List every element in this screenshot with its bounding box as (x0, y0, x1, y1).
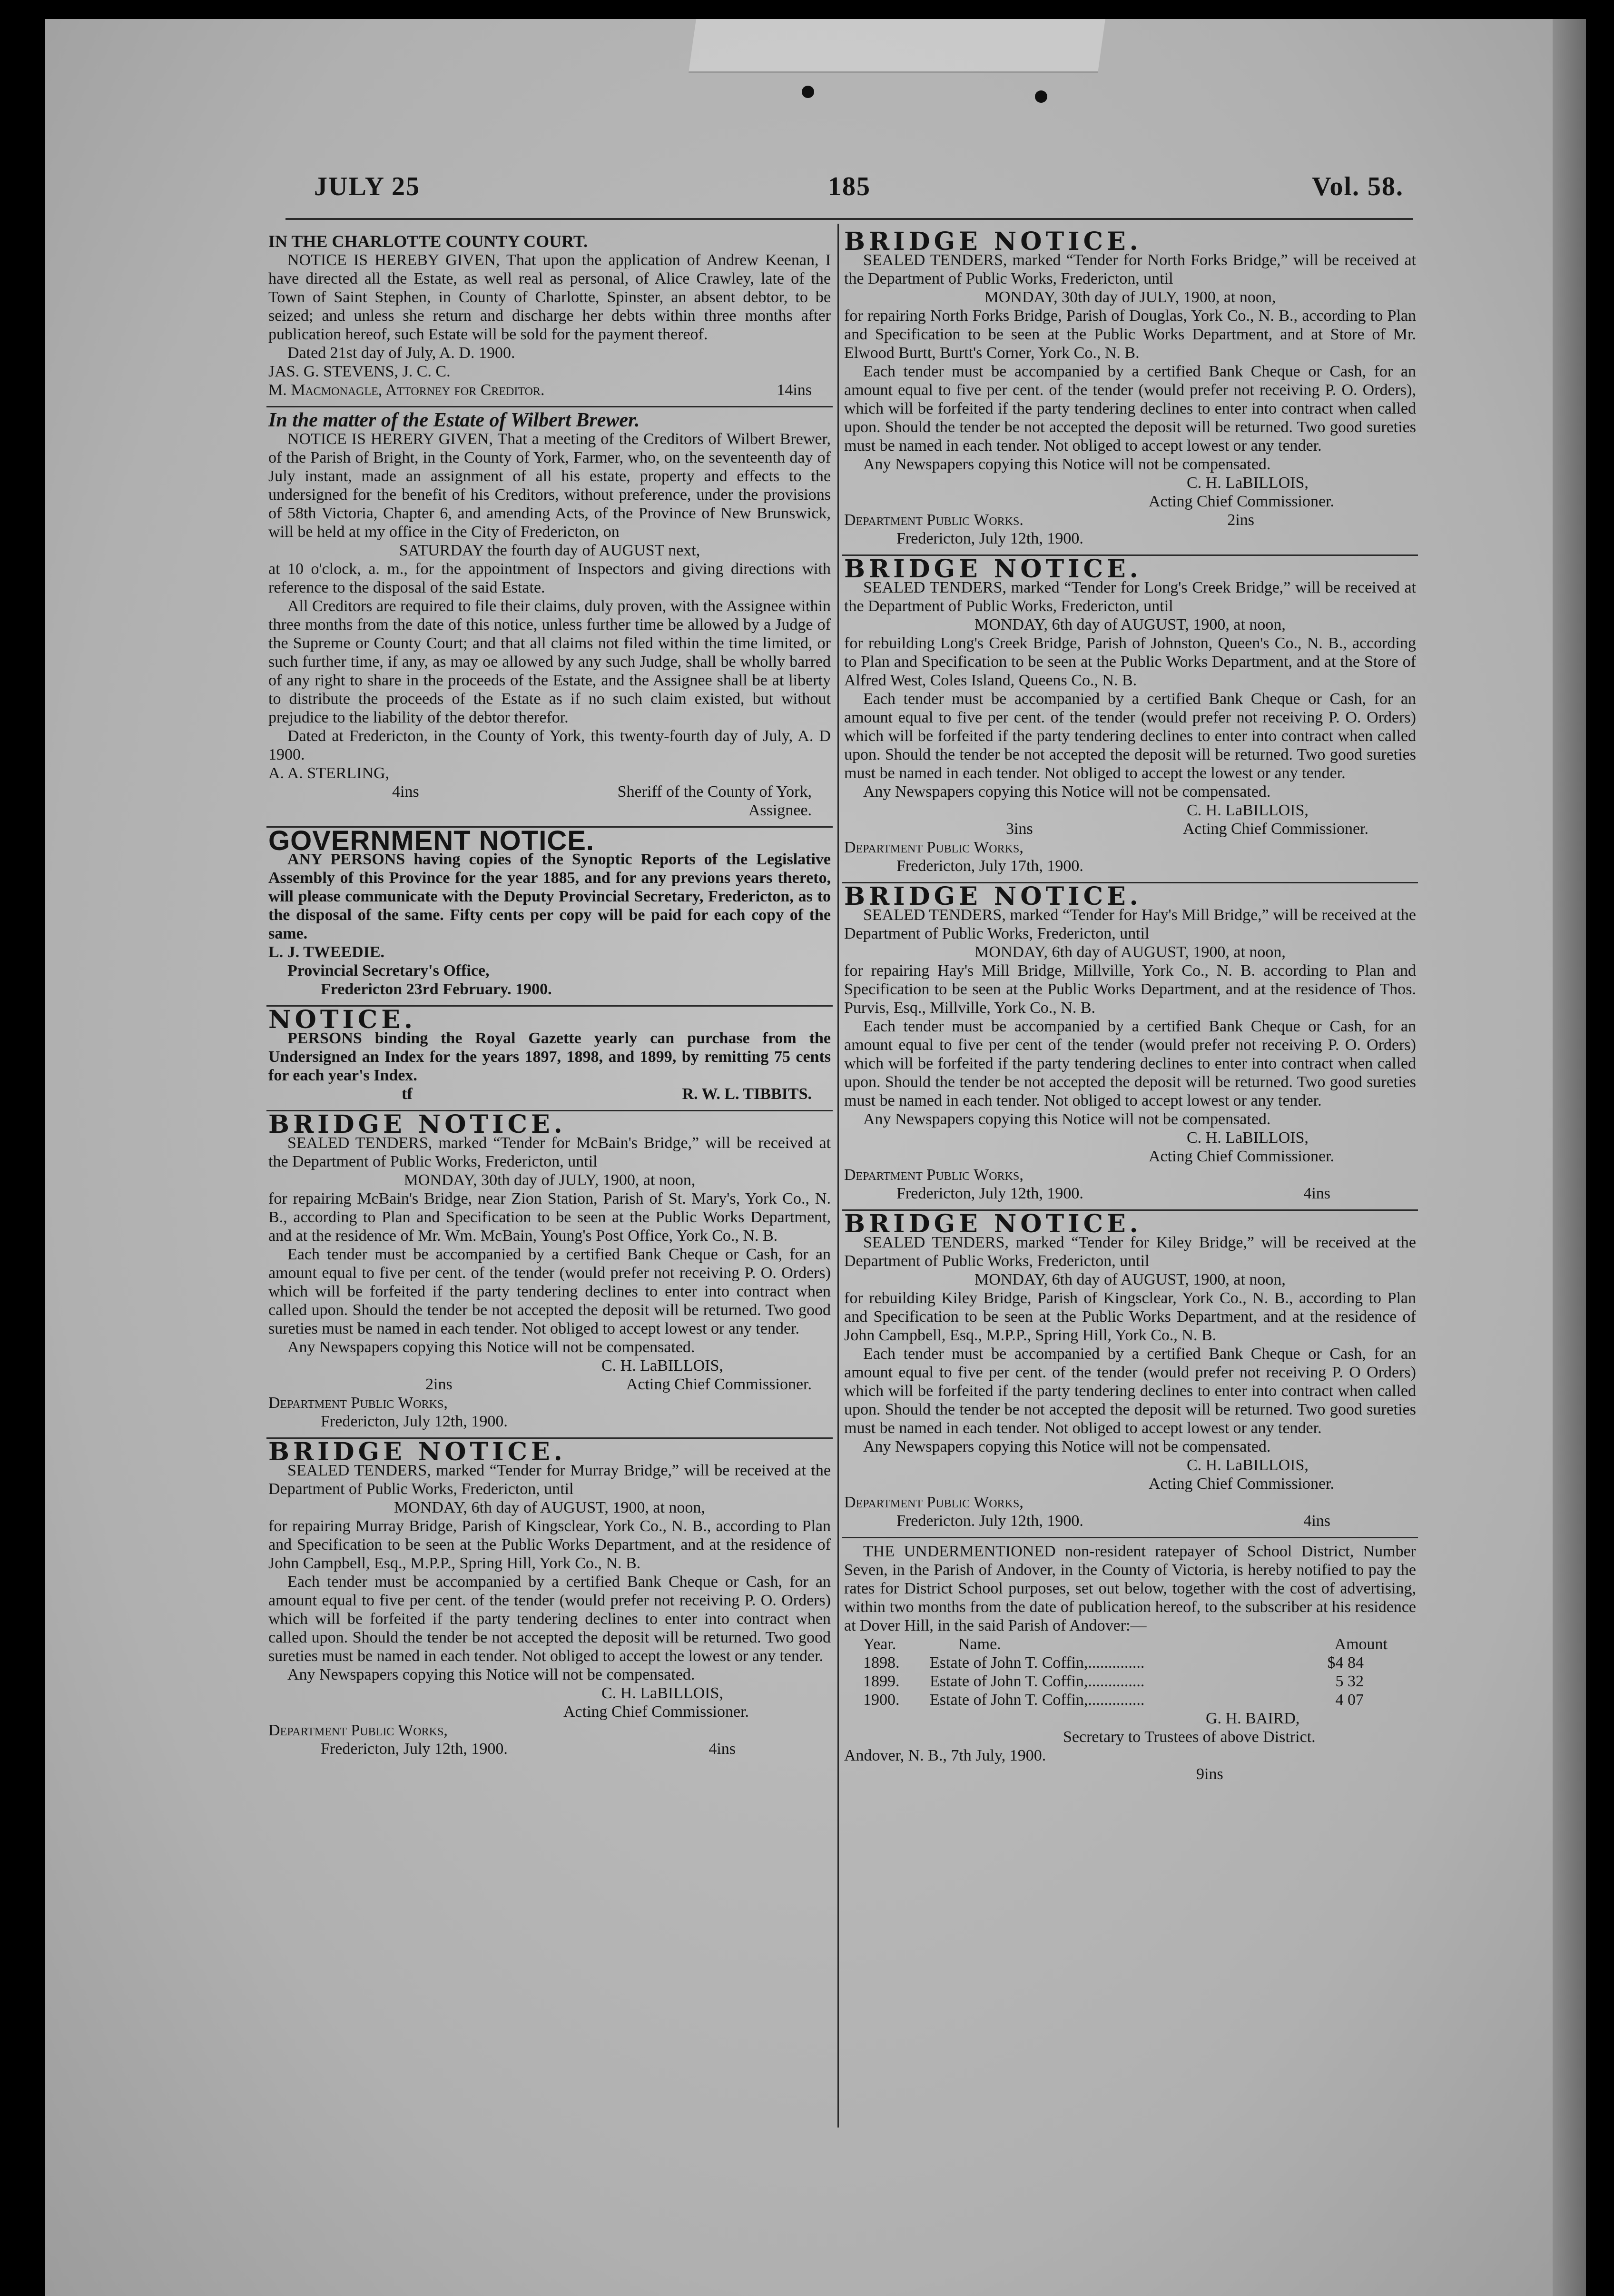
notice-heading: BRIDGE NOTICE. (844, 227, 1142, 256)
notice-signer: G. H. BAIRD, (1206, 1710, 1300, 1727)
insertion-count: 4ins (392, 783, 419, 801)
table-row (844, 1672, 1416, 1691)
notice-date-line: MONDAY, 30th day of JULY, 1900, at noon, (984, 288, 1276, 306)
header-rule (285, 218, 1413, 220)
notice-department: Department Public Works, (268, 1722, 448, 1739)
page-edge-shadow (1553, 19, 1586, 2296)
charlotte-court-notice (266, 228, 833, 407)
notice-body: SEALED TENDERS, marked “Tender for Kiley Bridge,” will be received at the Department of Public Works, Fredericton, until (844, 1234, 1416, 1270)
notice-heading: BRIDGE NOTICE. (268, 1437, 566, 1466)
kiley-bridge-notice (842, 1211, 1418, 1538)
notice-department-line (844, 511, 1416, 529)
notice-body: for repairing Murray Bridge, Parish of Kingsclear, York Co., N. B., according to Plan and Specification to be seen at the Public Works Department, and at the residence of John Campbell, Esq., M.P.P., Spring Hill, York Co., N. B. (268, 1517, 831, 1572)
row-name: Estate of John T. Coffin,.............. (930, 1673, 1145, 1690)
notice-body: Any Newspapers copying this Notice will not be compensated. (863, 455, 1271, 473)
notice-title-line (844, 820, 1416, 838)
notice-body: for rebuilding Long's Creek Bridge, Parish of Johnston, Queen's Co., N. B., according to Plan and Specification to be seen at the Public Works Department, and at the Store of Alfred West, Coles Island, Queens Co., N. B. (844, 634, 1416, 689)
notice-dated: Fredericton, July 12th, 1900. (896, 530, 1083, 547)
notice-body: Any Newspapers copying this Notice will not be compensated. (287, 1666, 695, 1683)
index-notice (266, 1007, 833, 1111)
notice-body: SEALED TENDERS, marked “Tender for Long's Creek Bridge,” will be received at the Department of Public Works, Fredericton, until (844, 579, 1416, 615)
notice-dated: Fredericton, July 17th, 1900. (896, 857, 1083, 875)
notice-body: NOTICE IS HERERY GIVEN, That a meeting of the Creditors of Wilbert Brewer, of the Parish of Bright, in the County of York, Farmer, who, on the seventeenth day of July instant, made an assignment of all his estate, property and effects to the undersigned for the benefit of his Creditors, without preference, under the provisions of 58th Victoria, Chapter 6, and amending Acts, of the Province of New Brunswick, will be held at my office in the City of Fredericton, on (268, 430, 831, 541)
binding-hole (1035, 90, 1047, 103)
notice-dated: Fredericton, July 12th, 1900. (896, 1185, 1083, 1202)
row-year: 1900. (863, 1691, 900, 1709)
notice-date-line: MONDAY, 6th day of AUGUST, 1900, at noon, (974, 943, 1286, 961)
column-divider (837, 224, 839, 2128)
notice-body: Any Newspapers copying this Notice will not be compensated. (863, 783, 1271, 801)
notice-heading: GOVERNMENT NOTICE. (268, 825, 595, 856)
row-year: 1898. (863, 1654, 900, 1672)
notice-signer: A. A. STERLING, (268, 764, 390, 782)
insertion-count: 2ins (425, 1376, 453, 1393)
notice-body: Each tender must be accompanied by a certified Bank Cheque or Cash, for an amount equal to five per cent. of the tender (would prefer not receiving P. O Orders) which will be forfeited if the party tendering declines to enter into contract when called upon. Should the tender be not accepted the deposit will be returned. Two good sureties must be named in each tender. Not obliged to accept lowest or any tender. (844, 1345, 1416, 1437)
notice-heading: BRIDGE NOTICE. (844, 554, 1142, 584)
row-name: Estate of John T. Coffin,.............. (930, 1691, 1145, 1709)
insertion-count: 9ins (1196, 1765, 1223, 1783)
notice-department: Department Public Works. (844, 511, 1024, 529)
notice-attorney: M. Macmonagle, Attorney for Creditor. (268, 381, 545, 399)
government-notice (266, 825, 833, 1007)
notice-dated: Fredericton. July 12th, 1900. (896, 1512, 1083, 1530)
mcbain-bridge-notice (266, 1111, 833, 1439)
notice-dated-line (844, 1184, 1416, 1203)
row-name: Estate of John T. Coffin,.............. (930, 1654, 1145, 1672)
notice-dated: Fredericton 23rd February. 1900. (321, 980, 552, 998)
binding-hole (802, 86, 814, 98)
notice-title-line (268, 782, 831, 801)
table-header-row (844, 1635, 1416, 1653)
notice-title-line (268, 1375, 831, 1394)
notice-heading: BRIDGE NOTICE. (844, 882, 1142, 911)
notice-date-line: SATURDAY the fourth day of AUGUST next, (399, 542, 700, 559)
insertion-count: 2ins (1227, 511, 1254, 529)
signer-title: Acting Chief Commissioner. (1149, 1148, 1335, 1165)
row-amount: 4 07 (1335, 1691, 1364, 1709)
notice-body: Each tender must be accompanied by a certified Bank Cheque or Cash, for an amount equal to five per cent. of the tender (would prefer not receiving P. O. Orders), which will be forfeited if the party tendering declines to enter into contract when called upon. Should the tender be not accepted the deposit will be returned. Two good sureties must be named in each tender. Not obliged to accept lowest or any tender. (844, 363, 1416, 455)
notice-body: for repairing McBain's Bridge, near Zion Station, Parish of St. Mary's, York Co., N. B., according to Plan and Specification to be seen at the Public Works Department, and at the residence of Mr. Wm. McBain, Young's Post Office, York Co., N. B. (268, 1190, 831, 1245)
notice-body: SEALED TENDERS, marked “Tender for North Forks Bridge,” will be received at the Department of Public Works, Fredericton, until (844, 251, 1416, 287)
row-year: 1899. (863, 1673, 900, 1690)
signer-title: Acting Chief Commissioner. (1149, 493, 1335, 510)
notice-body: PERSONS binding the Royal Gazette yearly can purchase from the Undersigned an Index for the years 1897, 1898, and 1899, by remitting 75 cents for each year's Index. (268, 1029, 831, 1084)
notice-body: Each tender must be accompanied by a certified Bank Cheque or Cash, for an amount equal to five per cent. of the tender (would prefer not receiving P. O. Orders) which will be forfeited if the party tendering declines to enter into contract when called upon. Should the tender be not accepted the deposit will be returned. Two good sureties must be named in each tender. Not obliged to accept lowest or any tender. (268, 1246, 831, 1337)
notice-body: for repairing North Forks Bridge, Parish of Douglas, York Co., N. B., according to Plan and Specification to be seen at the Public Works Department, and at Store of Mr. Elwood Burtt, Burtt's Corner, York Co., N. B. (844, 307, 1416, 362)
notice-signer: C. H. LaBILLOIS, (601, 1357, 723, 1375)
notice-signer: C. H. LaBILLOIS, (1187, 802, 1309, 819)
notice-date-line: MONDAY, 6th day of AUGUST, 1900, at noon, (974, 616, 1286, 633)
notice-body: ANY PERSONS having copies of the Synoptic Reports of the Legislative Assembly of this Province for the year 1885, and for any previons years thereto, will please communicate with the Deputy Provincial Secretary, Fredericton, as to the disposal of the same. Fifty cents per copy will be paid for each copy of the same. (268, 851, 831, 942)
right-column (842, 228, 1418, 1790)
notice-date-line: MONDAY, 30th day of JULY, 1900, at noon, (404, 1171, 696, 1189)
notice-signer: JAS. G. STEVENS, J. C. C. (268, 363, 451, 380)
page-header (266, 171, 1413, 219)
notice-dated: Fredericton, July 12th, 1900. (321, 1413, 508, 1430)
signer-title: Acting Chief Commissioner. (626, 1376, 812, 1393)
signer-title: Secretary to Trustees of above District. (1063, 1728, 1316, 1746)
notice-heading: BRIDGE NOTICE. (268, 1110, 566, 1139)
notice-body: Any Newspapers copying this Notice will not be compensated. (287, 1338, 695, 1356)
table-row (844, 1691, 1416, 1709)
insertion-count: 4ins (1303, 1185, 1330, 1202)
notice-date-line: MONDAY, 6th day of AUGUST, 1900, at noon, (394, 1499, 705, 1516)
notice-signer: R. W. L. TIBBITS. (682, 1085, 812, 1103)
signer-title: Assignee. (748, 802, 812, 819)
notice-body: All Creditors are required to file their claims, duly proven, with the Assignee within three months from the date of this notice, unless further time be allowed by a Judge of the Supreme or County Court; and that all claims not filed within the time limited, or such further time, if any, as may oe allowed by any such Judge, shall be wholly barred of any right to share in the proceeds of the Estate, and the Assignee shall be at liberty to distribute the proceeds of the Estate as if no such claim existed, but without prejudice to the liability of the debtor therefor. (268, 597, 831, 726)
notice-body: SEALED TENDERS, marked “Tender for Hay's Mill Bridge,” will be received at the Department of Public Works, Fredericton, until (844, 906, 1416, 942)
insertion-count: 4ins (1303, 1512, 1330, 1530)
school-rates-notice (842, 1538, 1418, 1790)
north-forks-bridge-notice (842, 228, 1418, 556)
notice-body: for rebuilding Kiley Bridge, Parish of Kingsclear, York Co., N. B., according to Plan and Specification to be seen at the Public Works Department, and at the residence of John Campbell, Esq., M.P.P., Spring Hill, York Co., N. B. (844, 1289, 1416, 1344)
notice-body: Any Newspapers copying this Notice will not be compensated. (863, 1110, 1271, 1128)
notice-body: at 10 o'clock, a. m., for the appointment of Inspectors and giving directions with reference to the disposal of the said Estate. (268, 560, 831, 596)
notice-heading: NOTICE. (268, 1005, 416, 1034)
notice-signer: C. H. LaBILLOIS, (1187, 474, 1309, 492)
insertion-count: 4ins (709, 1740, 736, 1758)
notice-signer: C. H. LaBILLOIS, (1187, 1129, 1309, 1147)
notice-body: Each tender must be accompanied by a certified Bank Cheque or Cash, for an amount equal to five per cent. of the tender (would prefer not receiving P. O. Orders) which will be forfeited if the party tendering declines to enter into contract when called upon. Should the tender be not accepted the deposit will be returned. Two good sureties must be named in each tender. Not obliged to accept the lowest or any tender. (268, 1573, 831, 1665)
notice-body: SEALED TENDERS, marked “Tender for Murray Bridge,” will be received at the Department of Public Works, Fredericton, until (268, 1462, 831, 1498)
signer-title: Acting Chief Commissioner. (563, 1703, 749, 1721)
left-column (266, 228, 833, 1765)
notice-heading: In the matter of the Estate of Wilbert Brewer. (268, 409, 640, 431)
row-amount: $4 84 (1327, 1654, 1364, 1672)
notice-body: Any Newspapers copying this Notice will not be compensated. (863, 1438, 1271, 1455)
brewer-estate-notice (266, 407, 833, 828)
row-amount: 5 32 (1335, 1673, 1364, 1690)
notice-department: Department Public Works, (844, 839, 1024, 856)
notice-date-line: MONDAY, 6th day of AUGUST, 1900, at noon, (974, 1271, 1286, 1288)
notice-body: for repairing Hay's Mill Bridge, Millville, York Co., N. B. according to Plan and Specification to be seen at the Public Works Department, and at the residence of Thos. Purvis, Esq., Millville, York Co., N. B. (844, 962, 1416, 1017)
insertion-count: tf (402, 1085, 413, 1103)
notice-dated: Fredericton, July 12th, 1900. (321, 1740, 508, 1758)
longs-creek-bridge-notice (842, 556, 1418, 883)
notice-department: Department Public Works, (268, 1394, 448, 1412)
rates-table (844, 1635, 1416, 1709)
insertion-count: 3ins (1006, 820, 1033, 838)
page-number: 185 (828, 172, 871, 201)
notice-heading: IN THE CHARLOTTE COUNTY COURT. (268, 232, 588, 251)
notice-body: Each tender must be accompanied by a certified Bank Cheque or Cash, for an amount equal to five per cent of the tender (would prefer not receiving P. O. Orders) which will be forfeited if the party tendering declines to enter into contract when called upon. Should the tender be not accepted the deposit will be returned. Two good sureties must be named in each tender. Not obliged to accept lowest or any tender. (844, 1018, 1416, 1109)
amount-column-header: Amount (1334, 1635, 1388, 1653)
notice-body: Each tender must be accompanied by a certified Bank Cheque or Cash, for an amount equal to five per cent. of the tender (would prefer not receiving P. O. Orders) which will be forfeited if the party tendering declines to enter into contract when called upon. Should the tender be not accepted the deposit will be returned. Two good sureties must be named in each tender. Not obliged to accept the lowest or any tender. (844, 690, 1416, 782)
notice-signer: C. H. LaBILLOIS, (1187, 1456, 1309, 1474)
notice-signer-line (268, 1085, 831, 1103)
notice-signer: L. J. TWEEDIE. (268, 943, 385, 961)
insertion-count: 14ins (777, 381, 812, 399)
notice-dated: Dated at Fredericton, in the County of York, this twenty-fourth day of July, A. D 1900. (268, 727, 831, 763)
name-column-header: Name. (958, 1635, 1001, 1653)
signer-title: Acting Chief Commissioner. (1149, 1475, 1335, 1493)
signer-title: Acting Chief Commissioner. (1182, 820, 1368, 838)
table-row (844, 1653, 1416, 1672)
notice-body: THE UNDERMENTIONED non-resident ratepayer of School District, Number Seven, in the Parish of Andover, in the County of Victoria, is hereby notified to pay the rates for District School purposes, set out below, together with the cost of advertising, within two months from the date of publication hereof, to the subscriber at his residence at Dover Hill, in the said Parish of Andover:— (844, 1543, 1416, 1634)
notice-signer: C. H. LaBILLOIS, (601, 1684, 723, 1702)
year-column-header: Year. (863, 1635, 896, 1653)
volume-number: Vol. 58. (1312, 172, 1404, 201)
notice-department: Department Public Works, (844, 1166, 1024, 1184)
notice-dated: Dated 21st day of July, A. D. 1900. (287, 344, 515, 362)
notice-dated-line (844, 1512, 1416, 1530)
notice-attorney-line (268, 381, 831, 399)
notice-body: NOTICE IS HEREBY GIVEN, That upon the application of Andrew Keenan, I have directed all the Estate, as well real as personal, of Alice Crawley, late of the Town of Saint Stephen, in County of Charlotte, Spinster, an absent debtor, to be seized; and unless she return and discharge her debts within three months after publication hereof, such Estate will be sold for the payment thereof. (268, 251, 831, 343)
notice-dated-line (268, 1740, 831, 1758)
issue-date: JULY 25 (314, 172, 421, 201)
notice-heading: BRIDGE NOTICE. (844, 1209, 1142, 1238)
signer-title: Sheriff of the County of York, (617, 783, 812, 801)
torn-edge (689, 19, 1105, 73)
hays-mill-bridge-notice (842, 883, 1418, 1211)
notice-body: SEALED TENDERS, marked “Tender for McBain's Bridge,” will be received at the Department of Public Works, Fredericton, until (268, 1134, 831, 1170)
murray-bridge-notice (266, 1439, 833, 1765)
notice-office: Provincial Secretary's Office, (287, 962, 490, 980)
notice-department: Department Public Works, (844, 1494, 1024, 1511)
notice-place-date: Andover, N. B., 7th July, 1900. (844, 1747, 1046, 1764)
